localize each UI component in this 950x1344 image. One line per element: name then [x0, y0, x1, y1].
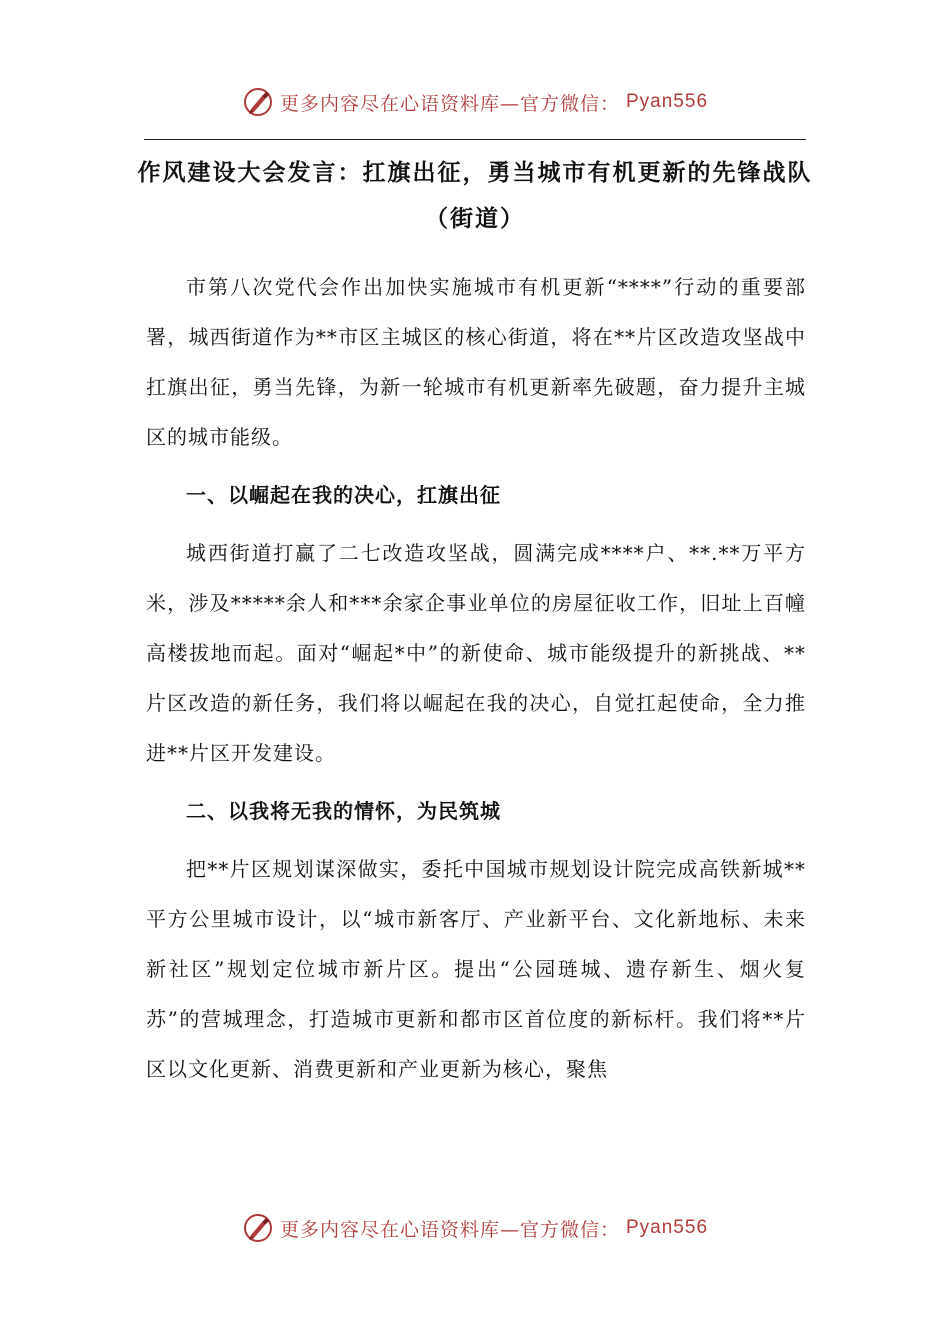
section-heading-2: 二、以我将无我的情怀，为民筑城 [186, 799, 501, 823]
section-paragraph-1: 城西街道打赢了二七改造攻坚战，圆满完成****户、**.**万平方米，涉及*****余人和***余家企事业单位的房屋征收工作，旧址上百幢高楼拔地而起。面对“崛起*中”的新使命、城市能级提升的新挑战、**片区改造的新任务，我们将以崛起在我的决心，自觉扛起使命，全力推进**片区开发建设。 [146, 541, 806, 765]
watermark-footer [0, 1212, 950, 1244]
document-body [146, 262, 806, 1094]
watermark-header [0, 86, 950, 118]
header-divider [144, 139, 806, 140]
section-paragraph-2: 把**片区规划谋深做实，委托中国城市规划设计院完成高铁新城**平方公里城市设计，以“城市新客厅、产业新平台、文化新地标、未来新社区”规划定位城市新片区。提出“公园琏城、遗存新生、烟火复苏”的营城理念，打造城市更新和都市区首位度的新标杆。我们将**片区以文化更新、消费更新和产业更新为核心，聚焦 [146, 857, 806, 1081]
pen-logo-icon [242, 1212, 274, 1244]
pen-logo-icon [242, 86, 274, 118]
section-heading-1: 一、以崛起在我的决心，扛旗出征 [186, 483, 501, 507]
watermark-text: 更多内容尽在心语资料库—官方微信： [279, 92, 620, 115]
watermark-text: 更多内容尽在心语资料库—官方微信： [279, 1218, 620, 1241]
intro-paragraph: 市第八次党代会作出加快实施城市有机更新“****”行动的重要部署，城西街道作为**市区主城区的核心街道，将在**片区改造攻坚战中扛旗出征，勇当先锋，为新一轮城市有机更新率先破题，奋力提升主城区的城市能级。 [146, 275, 806, 449]
document-title: 作风建设大会发言：扛旗出征，勇当城市有机更新的先锋战队（街道） [137, 159, 813, 232]
watermark-wechat-id: Pyan556 [626, 91, 709, 112]
watermark-wechat-id: Pyan556 [626, 1217, 709, 1238]
